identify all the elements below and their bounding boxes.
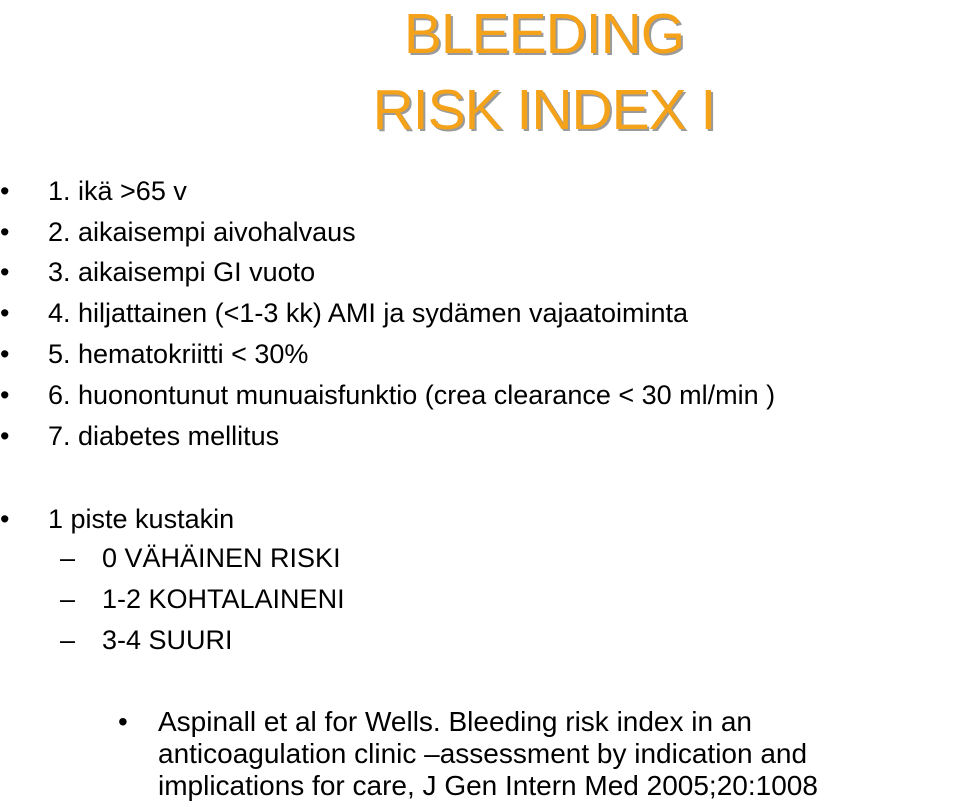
criteria-text: 5. hematokriitti < 30%	[48, 339, 309, 369]
reference-line: Aspinall et al for Wells. Bleeding risk index in an	[158, 706, 753, 737]
bullet-icon: •	[0, 257, 10, 287]
criteria-text: 6. huonontunut munuaisfunktio (crea clearance < 30 ml/min )	[48, 380, 776, 410]
slide-title-line-1: BLEEDING	[403, 2, 685, 66]
risk-level-text: 3-4 SUURI	[102, 625, 233, 655]
reference-line: implications for care, J Gen Intern Med 2005;20:1008	[158, 770, 818, 801]
bullet-icon: •	[0, 339, 10, 369]
reference-line: anticoagulation clinic –assessment by indication and	[158, 738, 808, 769]
dash-icon: –	[60, 625, 76, 655]
risk-level-text: 0 VÄHÄINEN RISKI	[102, 543, 341, 573]
criteria-text: 7. diabetes mellitus	[48, 421, 280, 451]
criteria-text: 3. aikaisempi GI vuoto	[48, 257, 316, 287]
scoring-intro-text: 1 piste kustakin	[48, 504, 235, 534]
bullet-icon: •	[118, 706, 128, 737]
bullet-icon: •	[0, 421, 10, 451]
dash-icon: –	[60, 543, 76, 573]
bullet-icon: •	[0, 504, 10, 534]
bullet-icon: •	[0, 176, 10, 206]
criteria-text: 4. hiljattainen (<1-3 kk) AMI ja sydämen vajaatoiminta	[48, 298, 689, 328]
reference-text	[158, 706, 958, 802]
bullet-icon: •	[0, 380, 10, 410]
dash-icon: –	[60, 584, 76, 614]
risk-level-text: 1-2 KOHTALAINENI	[102, 584, 345, 614]
criteria-text: 2. aikaisempi aivohalvaus	[48, 217, 356, 247]
bullet-icon: •	[0, 298, 10, 328]
criteria-text: 1. ikä >65 v	[48, 176, 187, 206]
slide-title-line-2: RISK INDEX I	[372, 78, 716, 142]
bullet-icon: •	[0, 217, 10, 247]
